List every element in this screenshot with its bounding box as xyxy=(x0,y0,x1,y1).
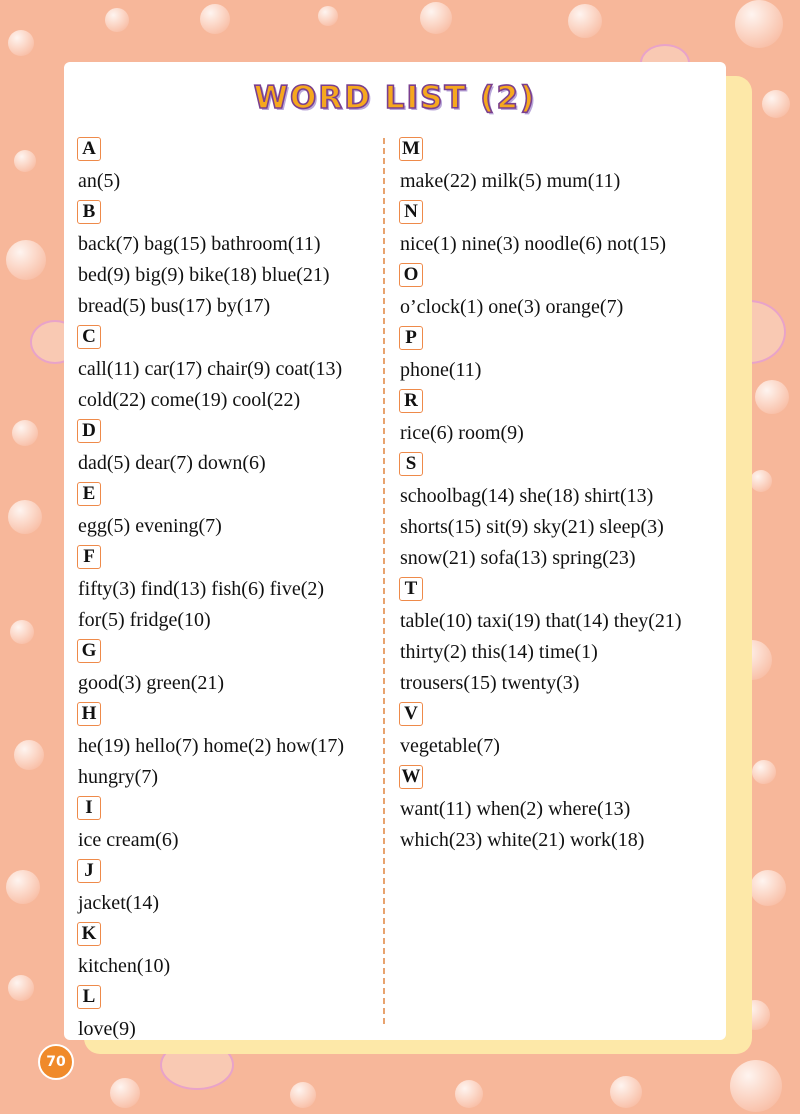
bubble-decoration xyxy=(735,0,783,48)
word-line: good(3) green(21) xyxy=(78,672,225,694)
letter-label: S xyxy=(399,452,423,476)
bubble-decoration xyxy=(762,90,790,118)
word-line: cold(22) come(19) cool(22) xyxy=(78,389,301,411)
letter-group-l xyxy=(77,982,344,1045)
word-line: snow(21) sofa(13) spring(23) xyxy=(400,547,636,569)
letter-label: D xyxy=(77,419,101,443)
bubble-decoration xyxy=(14,150,36,172)
word-line: make(22) milk(5) mum(11) xyxy=(400,170,621,192)
bubble-decoration xyxy=(455,1080,483,1108)
word-line: fifty(3) find(13) fish(6) five(2) xyxy=(78,578,325,600)
column-divider xyxy=(383,138,385,1024)
letter-group-n xyxy=(399,197,682,260)
bubble-decoration xyxy=(200,4,230,34)
bubble-decoration xyxy=(14,740,44,770)
letter-label: H xyxy=(77,702,101,726)
bubble-decoration xyxy=(110,1078,140,1108)
word-line: egg(5) evening(7) xyxy=(78,515,222,537)
bubble-decoration xyxy=(6,240,46,280)
letter-label: F xyxy=(77,545,101,569)
letter-label: J xyxy=(77,859,101,883)
word-line: ice cream(6) xyxy=(78,829,179,851)
letter-group-r xyxy=(399,386,682,449)
word-line: back(7) bag(15) bathroom(11) xyxy=(78,233,321,255)
bubble-decoration xyxy=(420,2,452,34)
letter-group-m xyxy=(399,134,682,197)
page-number: 70 xyxy=(38,1044,74,1080)
letter-group-w xyxy=(399,762,682,856)
bubble-decoration xyxy=(10,620,34,644)
bubble-decoration xyxy=(318,6,338,26)
right-column xyxy=(399,134,682,856)
bubble-decoration xyxy=(105,8,129,32)
letter-group-k xyxy=(77,919,344,982)
letter-group-f xyxy=(77,542,344,636)
bubble-decoration xyxy=(290,1082,316,1108)
bubble-decoration xyxy=(568,4,602,38)
letter-label: L xyxy=(77,985,101,1009)
letter-group-i xyxy=(77,793,344,856)
word-line: vegetable(7) xyxy=(400,735,500,757)
word-line: nice(1) nine(3) noodle(6) not(15) xyxy=(400,233,667,255)
letter-group-p xyxy=(399,323,682,386)
word-line: which(23) white(21) work(18) xyxy=(400,829,645,851)
bubble-decoration xyxy=(8,500,42,534)
letter-label: M xyxy=(399,137,423,161)
word-line: rice(6) room(9) xyxy=(400,422,524,444)
word-list-card xyxy=(64,62,726,1040)
word-line: kitchen(10) xyxy=(78,955,171,977)
word-line: bread(5) bus(17) by(17) xyxy=(78,295,271,317)
letter-group-d xyxy=(77,416,344,479)
word-line: shorts(15) sit(9) sky(21) sleep(3) xyxy=(400,516,664,538)
letter-label: G xyxy=(77,639,101,663)
letter-group-b xyxy=(77,197,344,322)
word-line: call(11) car(17) chair(9) coat(13) xyxy=(78,358,343,380)
bubble-decoration xyxy=(752,760,776,784)
bubble-decoration xyxy=(610,1076,642,1108)
bubble-decoration xyxy=(755,380,789,414)
word-line: an(5) xyxy=(78,170,121,192)
letter-label: O xyxy=(399,263,423,287)
word-line: o’clock(1) one(3) orange(7) xyxy=(400,296,624,318)
letter-group-v xyxy=(399,699,682,762)
letter-label: E xyxy=(77,482,101,506)
word-line: dad(5) dear(7) down(6) xyxy=(78,452,266,474)
letter-group-e xyxy=(77,479,344,542)
bubble-decoration xyxy=(750,470,772,492)
letter-label: I xyxy=(77,796,101,820)
word-line: schoolbag(14) she(18) shirt(13) xyxy=(400,485,654,507)
word-line: table(10) taxi(19) that(14) they(21) xyxy=(400,610,682,632)
bubble-decoration xyxy=(12,420,38,446)
page-title: WORD LIST (2) xyxy=(253,80,537,116)
word-line: for(5) fridge(10) xyxy=(78,609,211,631)
word-line: bed(9) big(9) bike(18) blue(21) xyxy=(78,264,330,286)
bubble-decoration xyxy=(6,870,40,904)
letter-group-g xyxy=(77,636,344,699)
letter-group-j xyxy=(77,856,344,919)
letter-label: N xyxy=(399,200,423,224)
letter-group-t xyxy=(399,574,682,699)
left-column xyxy=(77,134,344,1045)
letter-group-o xyxy=(399,260,682,323)
bubble-decoration xyxy=(8,975,34,1001)
letter-label: C xyxy=(77,325,101,349)
word-line: thirty(2) this(14) time(1) xyxy=(400,641,598,663)
letter-label: W xyxy=(399,765,423,789)
word-line: want(11) when(2) where(13) xyxy=(400,798,631,820)
letter-label: K xyxy=(77,922,101,946)
letter-group-h xyxy=(77,699,344,793)
bubble-decoration xyxy=(730,1060,782,1112)
letter-label: T xyxy=(399,577,423,601)
word-line: hungry(7) xyxy=(78,766,158,788)
letter-label: A xyxy=(77,137,101,161)
bubble-decoration xyxy=(750,870,786,906)
letter-label: B xyxy=(77,200,101,224)
word-line: he(19) hello(7) home(2) how(17) xyxy=(78,735,345,757)
letter-label: P xyxy=(399,326,423,350)
letter-group-a xyxy=(77,134,344,197)
letter-label: R xyxy=(399,389,423,413)
letter-group-c xyxy=(77,322,344,416)
bubble-decoration xyxy=(8,30,34,56)
word-line: trousers(15) twenty(3) xyxy=(400,672,580,694)
letter-group-s xyxy=(399,449,682,574)
word-line: jacket(14) xyxy=(78,892,160,914)
word-line: phone(11) xyxy=(400,359,482,381)
letter-label: V xyxy=(399,702,423,726)
word-line: love(9) xyxy=(78,1018,136,1040)
